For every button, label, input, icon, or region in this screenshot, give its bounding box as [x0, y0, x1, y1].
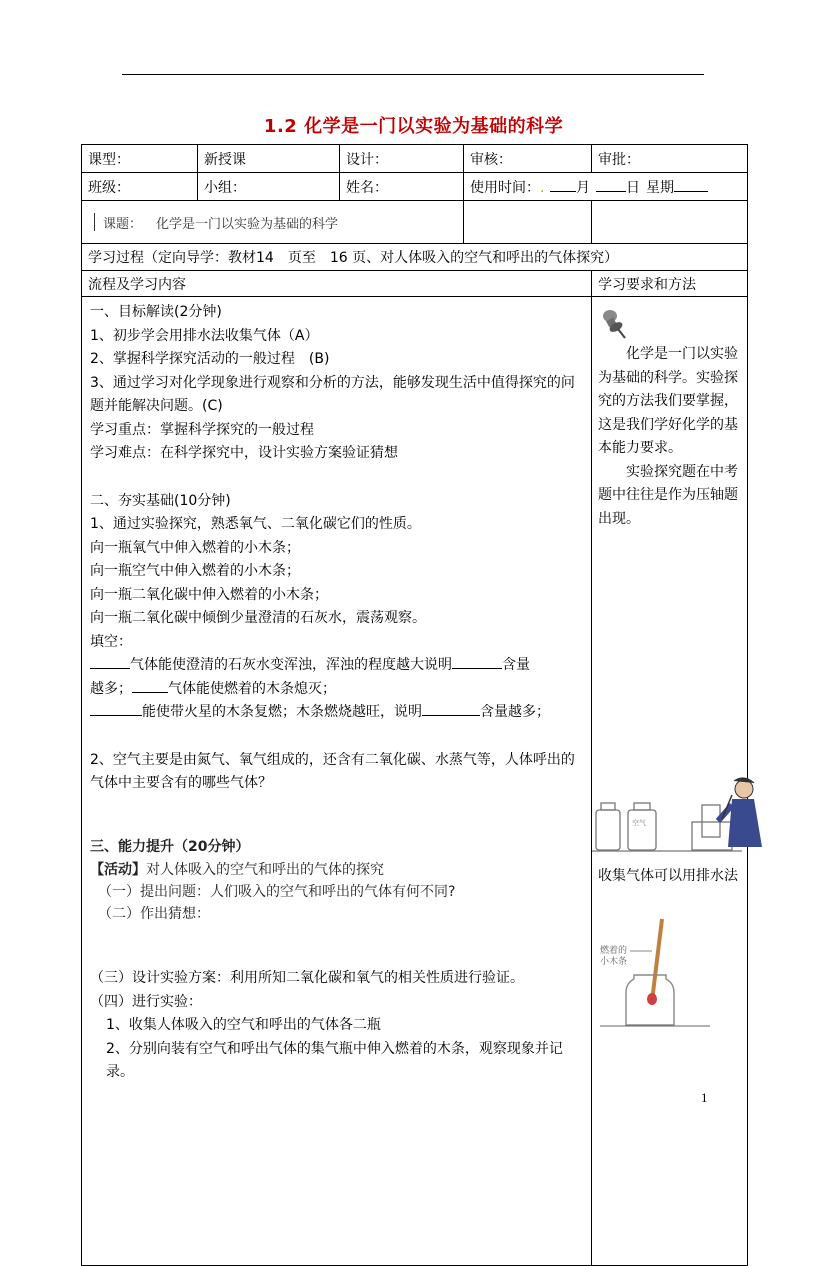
fill-text-1d: 气体能使燃着的木条熄灭； — [168, 680, 336, 697]
info-row-1 — [82, 145, 748, 173]
content-cell — [82, 297, 592, 1266]
fill-blank-5[interactable] — [422, 701, 480, 716]
experiment-4: 向一瓶二氧化碳中倾倒少量澄清的石灰水，震荡观察。 — [90, 610, 426, 626]
burning-stick-illustration — [600, 915, 720, 1033]
lesson-label: 课题： — [103, 216, 143, 232]
question-4: （四）进行实验： — [90, 993, 202, 1010]
s2-item-2: 2、空气主要是由氮气、氧气组成的，还含有二氧化碳、水蒸气等，人体呼出的气体中主要含有的哪些气体？ — [90, 751, 575, 791]
difficulty-point: 学习难点：在科学探究中，设计实验方案验证猜想 — [90, 445, 398, 461]
side-cell — [592, 297, 748, 1266]
usage-time-label: 使用时间： — [470, 179, 540, 196]
fill-text-2b: 含量越多； — [480, 704, 550, 720]
experiment-1: 向一瓶氧气中伸入燃着的小木条； — [90, 539, 300, 556]
s1-item-2: 2、掌握科学探究活动的一般过程 (B) — [90, 351, 330, 367]
lesson-cell — [82, 201, 464, 244]
s3-title: 三、能力提升（20分钟） — [90, 838, 250, 855]
weekday-label: 星期 — [646, 179, 674, 196]
experiment-3: 向一瓶二氧化碳中伸入燃着的小木条； — [90, 586, 328, 603]
s1-title: 一、目标解读(2分钟) — [90, 304, 222, 320]
weekday-blank[interactable] — [674, 177, 708, 192]
stick-label-2: 小木条 — [600, 957, 628, 967]
col-left-header: 流程及学习内容 — [82, 271, 592, 297]
content-row — [82, 297, 748, 1266]
pushpin-icon — [600, 307, 628, 341]
activity-tag: 【活动】 — [90, 862, 146, 878]
fill-blank-4[interactable] — [90, 701, 142, 716]
col-right-header: 学习要求和方法 — [592, 271, 748, 297]
approver-label: 审批： — [592, 145, 748, 173]
header-rule — [122, 74, 704, 75]
activity-text: 对人体吸入的空气和呼出的气体的探究 — [146, 862, 384, 878]
lesson-plan-table — [81, 144, 748, 1266]
course-type-value: 新授课 — [198, 145, 340, 173]
s1-item-3: 3、通过学习对化学现象进行观察和分析的方法，能够发现生活中值得探究的问题并能解决问题。(C) — [90, 374, 575, 414]
fill-blank-3[interactable] — [132, 678, 168, 693]
class-label: 班级： — [82, 173, 198, 201]
month-label: 月 — [576, 179, 590, 196]
question-3: （三）设计实验方案：利用所知二氧化碳和氧气的相关性质进行验证。 — [90, 970, 524, 986]
fill-text-1b: 含量 — [502, 657, 530, 673]
fill-blank-2[interactable] — [452, 654, 502, 669]
s1-item-1: 1、初步学会用排水法收集气体（A） — [90, 327, 319, 344]
fill-blank-1[interactable] — [90, 654, 130, 669]
page-number: 1 — [701, 1090, 708, 1105]
process-line: 学习过程（定向导学：教材14 页至 16 页、对人体吸入的空气和呼出的气体探究） — [82, 244, 748, 271]
lesson-empty-1 — [464, 201, 592, 244]
fill-label: 填空： — [90, 633, 132, 650]
bottle-label: 空气 — [632, 819, 646, 827]
side-caption: 收集气体可以用排水法 — [598, 868, 738, 884]
fill-line-2 — [90, 678, 585, 702]
question-2: （二）作出猜想： — [98, 906, 210, 922]
side-note-1: 化学是一门以实验为基础的科学。实验探究的方法我们要掌握，这是我们学好化学的基本能力要求。 — [598, 346, 738, 456]
stick-label: 燃着的 — [600, 946, 628, 956]
lesson-empty-2 — [592, 201, 748, 244]
s2-title: 二、夯实基础(10分钟) — [90, 492, 231, 509]
lesson-title: 化学是一门以实验为基础的科学 — [156, 216, 339, 232]
designer-label: 设计： — [340, 145, 464, 173]
fill-line-1 — [90, 654, 585, 678]
question-1: （一）提出问题：人们吸入的空气和呼出的气体有何不同? — [98, 884, 456, 900]
s2-item-1: 1、通过实验探究，熟悉氧气、二氧化碳它们的性质。 — [90, 516, 421, 532]
info-row-2 — [82, 173, 748, 201]
step-1: 1、收集人体吸入的空气和呼出的气体各二瓶 — [106, 1017, 381, 1033]
activity-line — [90, 859, 585, 881]
experiment-2: 向一瓶空气中伸入燃着的小木条； — [90, 563, 300, 579]
fill-line-3 — [90, 701, 585, 725]
usage-time-cell — [464, 173, 748, 201]
name-label: 姓名： — [340, 173, 464, 201]
course-type-label: 课型： — [82, 145, 198, 173]
day-label: 日 — [626, 179, 640, 196]
reviewer-label: 审核： — [464, 145, 592, 173]
fill-text-2a: 能使带火星的木条复燃；木条燃烧越旺，说明 — [142, 704, 422, 720]
day-blank[interactable] — [596, 177, 626, 192]
side-note-2: 实验探究题在中考题中往往是作为压轴题出现。 — [598, 463, 738, 527]
time-dot: . — [540, 179, 545, 196]
process-row — [82, 244, 748, 271]
key-point: 学习重点：掌握科学探究的一般过程 — [90, 421, 314, 438]
group-label: 小组： — [198, 173, 340, 201]
column-header-row — [82, 271, 748, 297]
fill-text-1a: 气体能使澄清的石灰水变浑浊，浑浊的程度越大说明 — [130, 657, 452, 673]
lesson-row — [82, 201, 748, 244]
lesson-bar — [94, 213, 95, 231]
page-title: 1.2 化学是一门以实验为基础的科学 — [263, 116, 564, 137]
month-blank[interactable] — [550, 177, 576, 192]
step-2: 2、分别向装有空气和呼出气体的集气瓶中伸入燃着的木条，观察现象并记录。 — [106, 1040, 563, 1080]
breathing-experiment-illustration — [592, 777, 764, 863]
fill-text-1c: 越多； — [90, 680, 132, 697]
